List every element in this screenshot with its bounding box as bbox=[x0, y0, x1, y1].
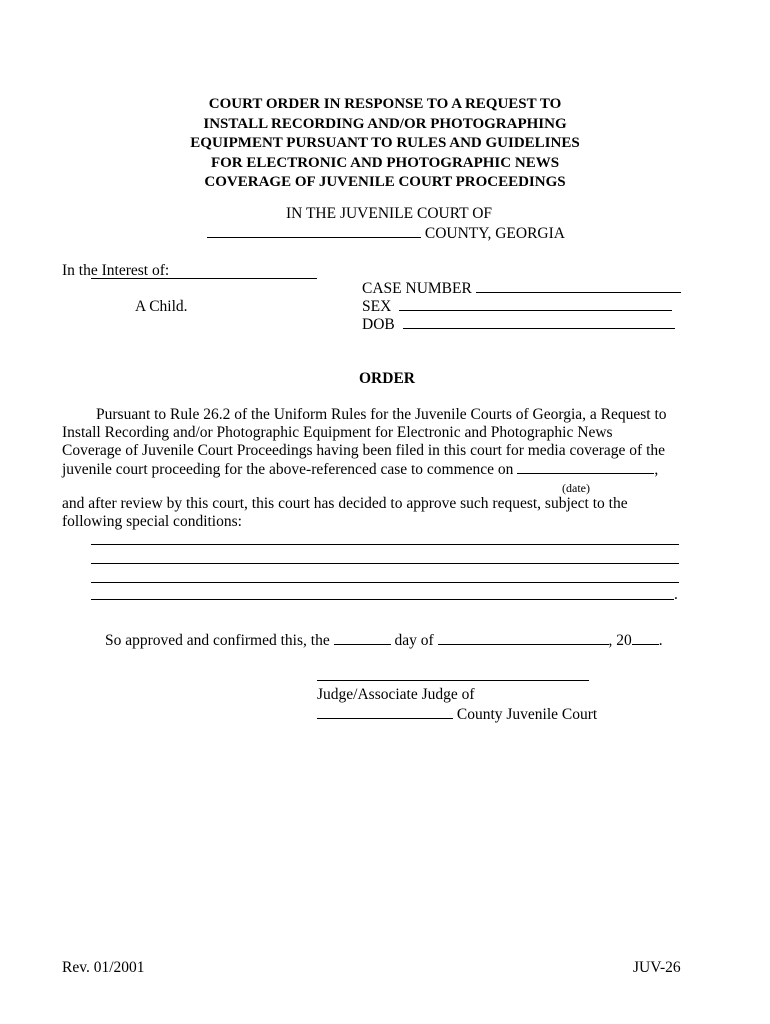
case-number-label: CASE NUMBER bbox=[362, 280, 472, 297]
court-heading: IN THE JUVENILE COURT OF bbox=[286, 205, 493, 222]
judge-title: Judge/Associate Judge of bbox=[317, 686, 475, 703]
dob-row bbox=[362, 315, 675, 334]
judge-signature-field[interactable] bbox=[317, 680, 589, 681]
conditions-line[interactable] bbox=[91, 599, 674, 600]
county-court-line bbox=[317, 705, 597, 724]
dob-field[interactable] bbox=[403, 315, 675, 329]
paragraph-line-date bbox=[62, 460, 658, 479]
month-field[interactable] bbox=[438, 631, 609, 645]
order-heading: ORDER bbox=[359, 370, 415, 387]
sex-row bbox=[362, 297, 672, 316]
date-caption: (date) bbox=[562, 481, 590, 495]
approval-text-d: . bbox=[658, 632, 663, 649]
paragraph-line: juvenile court proceeding for the above-referenced case to commence on bbox=[62, 461, 514, 478]
approval-text-c: , 20 bbox=[608, 632, 632, 649]
child-name-field[interactable] bbox=[91, 278, 317, 279]
conditions-line[interactable] bbox=[91, 582, 679, 583]
county-suffix: COUNTY, GEORGIA bbox=[424, 225, 565, 242]
year-field[interactable] bbox=[632, 631, 659, 645]
sex-label: SEX bbox=[362, 298, 392, 315]
day-field[interactable] bbox=[334, 631, 391, 645]
conditions-line[interactable] bbox=[91, 544, 679, 545]
case-number-field[interactable] bbox=[476, 279, 681, 293]
title-line: COURT ORDER IN RESPONSE TO A REQUEST TO bbox=[208, 96, 562, 112]
date-comma: , bbox=[654, 461, 659, 478]
conditions-line[interactable] bbox=[91, 563, 679, 564]
paragraph-line: following special conditions: bbox=[62, 513, 242, 530]
paragraph-line: and after review by this court, this court has decided to approve such request, subject to the bbox=[62, 495, 628, 512]
title-line: EQUIPMENT PURSUANT TO RULES AND GUIDELINES bbox=[190, 135, 580, 151]
approval-line bbox=[105, 631, 663, 650]
county-line bbox=[207, 224, 565, 243]
child-label: A Child. bbox=[135, 298, 188, 315]
paragraph-line: Coverage of Juvenile Court Proceedings having been filed in this court for media coverage of the bbox=[62, 442, 666, 459]
case-number-row bbox=[362, 279, 681, 298]
form-number: JUV-26 bbox=[633, 959, 681, 976]
county-court-suffix: County Juvenile Court bbox=[456, 706, 598, 723]
paragraph-line: Pursuant to Rule 26.2 of the Uniform Rules for the Juvenile Courts of Georgia, a Request to bbox=[96, 406, 667, 423]
title-line: FOR ELECTRONIC AND PHOTOGRAPHIC NEWS bbox=[210, 154, 560, 171]
approval-text-b: day of bbox=[394, 632, 434, 649]
revision-label: Rev. 01/2001 bbox=[62, 959, 145, 976]
form-title bbox=[120, 95, 650, 193]
title-line: INSTALL RECORDING AND/OR PHOTOGRAPHING bbox=[203, 115, 567, 132]
dob-label: DOB bbox=[362, 316, 395, 333]
approval-text-a: So approved and confirmed this, the bbox=[105, 632, 330, 649]
county-name-field[interactable] bbox=[207, 224, 421, 238]
title-line: COVERAGE OF JUVENILE COURT PROCEEDINGS bbox=[204, 174, 566, 190]
conditions-period: . bbox=[674, 586, 678, 603]
signature-county-field[interactable] bbox=[317, 705, 453, 719]
paragraph-line: Install Recording and/or Photographic Equipment for Electronic and Photographic News bbox=[62, 424, 613, 441]
commence-date-field[interactable] bbox=[517, 460, 654, 474]
interest-label: In the Interest of: bbox=[62, 262, 170, 279]
sex-field[interactable] bbox=[399, 297, 672, 311]
